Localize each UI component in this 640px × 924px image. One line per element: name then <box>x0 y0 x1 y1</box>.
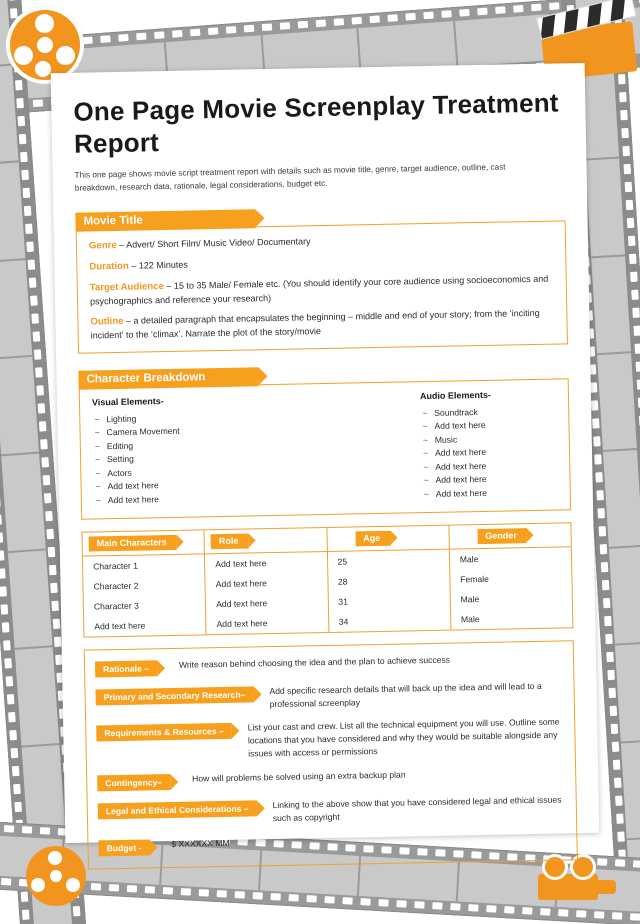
visual-elements-list <box>92 409 318 508</box>
note-tag-label: Rationale – <box>95 660 157 677</box>
list-item: ~ Actors <box>93 463 317 481</box>
field-duration-label: Duration <box>89 260 129 273</box>
notes-panel <box>84 640 578 870</box>
page-title: One Page Movie Screenplay Treatment Report <box>73 87 559 159</box>
field-target-audience <box>90 272 554 308</box>
audio-elements-column <box>324 388 558 503</box>
list-item: ~ Add text here <box>94 490 318 508</box>
field-outline <box>90 306 554 342</box>
field-genre-value: – Advert/ Short Film/ Music Video/ Documentary <box>119 236 311 250</box>
note-requirements <box>96 716 565 764</box>
field-outline-label: Outline <box>90 315 124 328</box>
section-heading-character-breakdown: Character Breakdown <box>78 367 258 389</box>
note-tag-label: Contingency– <box>97 774 170 791</box>
cell-character: Add text here <box>84 614 207 637</box>
film-reel-icon-bottom <box>26 846 86 906</box>
report-sheet <box>51 63 600 854</box>
note-tag-label: Requirements & Resources – <box>96 723 232 742</box>
cell-role: Add text here <box>205 572 328 594</box>
audio-elements-list <box>420 404 550 501</box>
list-item: ~ Add text here <box>422 486 550 502</box>
character-breakdown-panel <box>79 379 571 519</box>
field-target-audience-value: – 15 to 35 Male/ Female etc. (You should identify your core audience using socioeconomics and psychographics and reference your research) <box>89 273 549 307</box>
note-text: $ XXXXXX MM <box>171 837 230 849</box>
page-subtitle: This one page shows movie script treatment report with details such as movie title, genre, target audience, outline, cast breakdown, research data, rationale, legal considerations, budget etc. <box>74 162 506 193</box>
list-item: ~ Add text here <box>421 472 549 488</box>
cell-role: Add text here <box>205 551 328 574</box>
list-item: ~ Add text here <box>421 445 549 461</box>
note-research <box>95 679 563 714</box>
column-header-label: Age <box>355 530 390 546</box>
list-item: ~ Setting <box>93 449 317 467</box>
field-genre <box>89 230 553 253</box>
note-text: How will problems be solved using an extra backup plan <box>191 769 406 784</box>
column-header-role <box>204 527 327 553</box>
cell-age: 34 <box>328 609 451 632</box>
column-header-main-characters <box>82 529 205 555</box>
note-tag-label: Primary and Secondary Research– <box>95 686 253 705</box>
cell-gender: Female <box>460 573 489 585</box>
list-item: ~ Soundtrack <box>420 404 548 420</box>
visual-elements-title: Visual Elements- <box>91 395 164 408</box>
cell-gender: Male <box>460 613 480 625</box>
section-heading-movie-title: Movie Title <box>75 209 255 231</box>
column-header-gender <box>449 522 572 548</box>
note-text: Write reason behind choosing the idea and the plan to achieve success <box>178 654 451 670</box>
note-text: Add specific research details that will back up the idea and will lead to a professional screenplay <box>269 680 542 709</box>
field-duration-value: – 122 Minutes <box>131 259 188 271</box>
list-item: ~ Lighting <box>92 409 316 427</box>
column-header-label: Gender <box>477 528 527 544</box>
movie-projector-icon <box>538 856 624 912</box>
field-genre-label: Genre <box>88 239 117 252</box>
cell-gender: Male <box>460 593 480 605</box>
note-text: List your cast and crew. List all the technical equipment you will use. Outline some locations that you have considered and why they would be suitable alongside any issues with access or permissions <box>247 716 560 759</box>
column-header-label: Role <box>211 533 249 549</box>
note-legal <box>98 794 566 829</box>
cell-character: Character 3 <box>83 594 206 616</box>
list-item: ~ Add text here <box>420 418 548 434</box>
note-tag-label: Legal and Ethical Considerations – <box>98 800 257 819</box>
cell-age: 25 <box>327 549 450 572</box>
character-table <box>81 522 573 637</box>
column-header-label: Main Characters <box>89 534 177 551</box>
cell-role: Add text here <box>206 612 329 635</box>
cell-role: Add text here <box>205 592 328 614</box>
note-rationale <box>95 651 563 677</box>
cell-age: 28 <box>327 569 450 591</box>
field-target-audience-label: Target Audience <box>89 280 164 294</box>
field-outline-value: – a detailed paragraph that encapsulates the beginning – middle and end of your story; from the ‘inciting incident’ to the ‘climax’. Narrate the plot of the story/movie <box>90 307 540 340</box>
field-duration <box>89 251 553 274</box>
elements-columns <box>92 388 558 508</box>
list-item: ~ Camera Movement <box>92 422 316 440</box>
note-budget <box>98 830 566 856</box>
column-header-age <box>326 525 449 551</box>
list-item: ~ Add text here <box>93 477 317 495</box>
visual-elements-column <box>92 393 326 508</box>
cell-character: Character 2 <box>83 574 206 596</box>
cell-character: Character 1 <box>82 553 205 576</box>
cell-age: 31 <box>328 589 451 611</box>
note-contingency <box>97 766 565 792</box>
note-text: Linking to the above show that you have considered legal and ethical issues such as copyright <box>272 794 562 824</box>
movie-title-panel <box>76 221 568 353</box>
list-item: ~ Editing <box>93 436 317 454</box>
list-item: ~ Add text here <box>421 459 549 475</box>
note-tag-label: Budget - <box>98 839 149 856</box>
cell-gender: Male <box>459 553 479 565</box>
audio-elements-title: Audio Elements- <box>419 389 492 401</box>
list-item: ~ Music <box>421 431 549 447</box>
